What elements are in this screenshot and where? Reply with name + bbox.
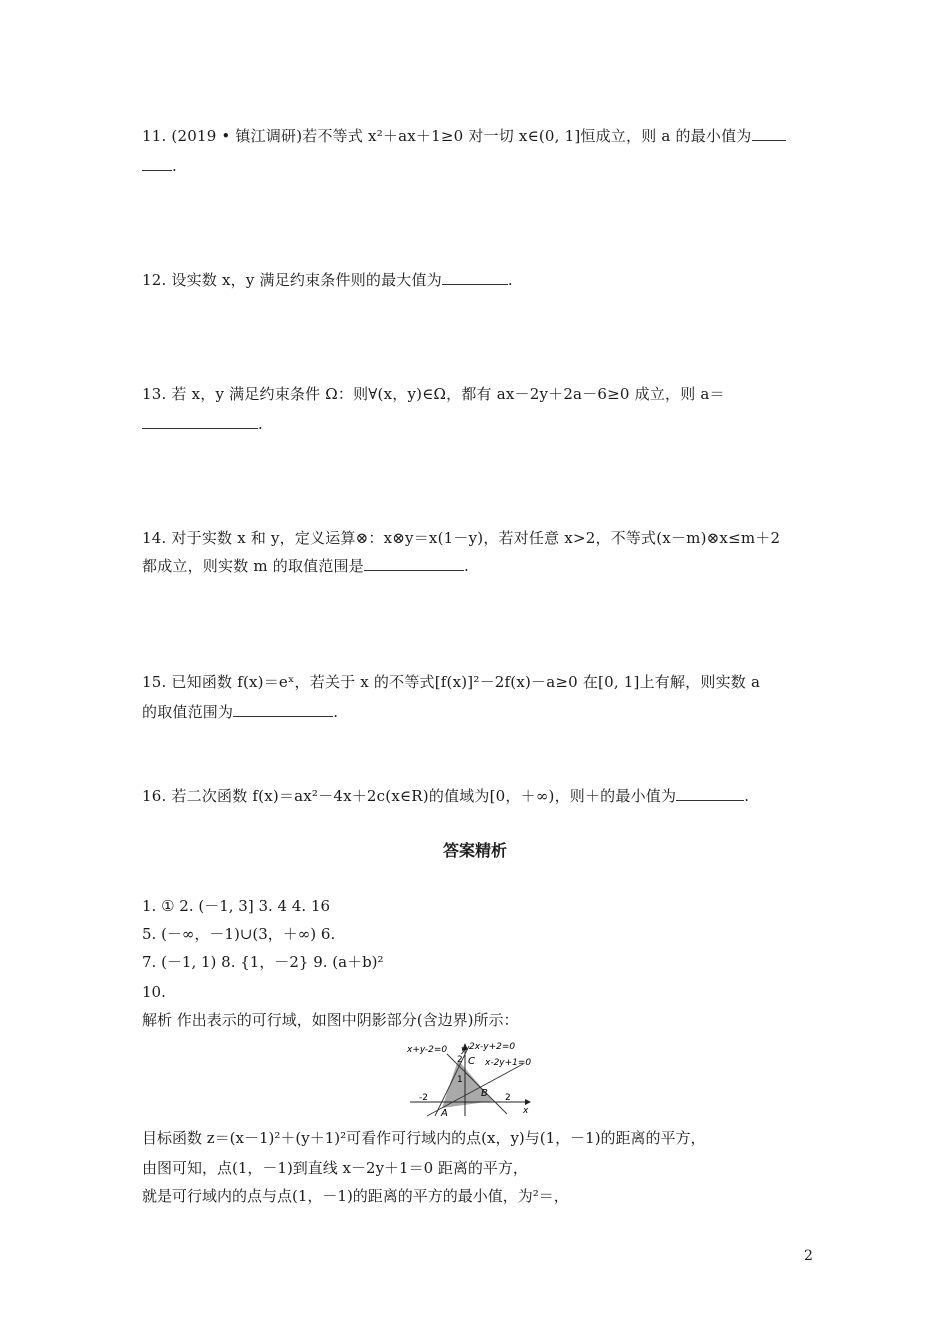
answer-analysis: 解析 作出表示的可行域，如图中阴影部分(含边界)所示： (142, 1011, 519, 1029)
label-2-y: 2 (457, 1055, 463, 1065)
question-14-line1: 14. 对于实数 x 和 y，定义运算⊗：x⊗y＝x(1－y)，若对任意 x>2，不等式(x－m)⊗x≤m＋2 (142, 529, 781, 547)
answer-blank[interactable] (142, 414, 258, 429)
label-line-2: 2x-y+2=0 (469, 1042, 516, 1052)
label-line-3: x-2y+1=0 (485, 1058, 532, 1068)
label-line-1: x+y-2=0 (407, 1045, 448, 1055)
question-13-line2: . (142, 414, 263, 434)
x-axis-arrow (525, 1099, 531, 1105)
question-13-line1: 13. 若 x，y 满足约束条件 Ω：则∀(x，y)∈Ω，都有 ax－2y＋2a－6≥0 成立，则 a＝ (142, 385, 725, 403)
label-point-a: A (441, 1108, 448, 1118)
feasible-region-figure (405, 1040, 545, 1118)
label-point-c: C (468, 1056, 475, 1067)
answer-row-1: 1. ① 2. (－1, 3] 3. 4 4. 16 (142, 897, 331, 915)
answer-blank[interactable] (752, 126, 786, 141)
label-2-x: 2 (505, 1093, 511, 1103)
label-x: x (523, 1106, 529, 1116)
answer-blank[interactable] (142, 156, 172, 171)
answer-row-6: 目标函数 z＝(x－1)²＋(y＋1)²可看作可行域内的点(x，y)与(1，－1)的距离的平方， (142, 1129, 706, 1147)
question-16: 16. 若二次函数 f(x)＝ax²－4x＋2c(x∈R)的值域为[0，＋∞)，则＋的最小值为 . (142, 787, 750, 805)
answer-row-7: 由图可知，点(1，－1)到直线 x－2y＋1＝0 距离的平方， (142, 1159, 528, 1177)
question-15-line2: 的取值范围为 . (142, 703, 339, 721)
answer-blank[interactable] (364, 556, 464, 571)
label-neg-2: -2 (419, 1093, 428, 1103)
answer-row-8: 就是可行域内的点与点(1，－1)的距离的平方的最小值，为²＝， (142, 1187, 569, 1205)
answer-row-4: 10. (142, 983, 166, 1001)
answer-blank[interactable] (442, 270, 508, 285)
question-11-line1: 11. (2019 • 镇江调研)若不等式 x²＋ax＋1≥0 对一切 x∈(0, 1]恒成立，则 a 的最小值为 (142, 126, 786, 146)
answers-title: 答案精析 (442, 841, 507, 860)
question-14-line2: 都成立，则实数 m 的取值范围是 . (142, 557, 469, 575)
label-point-b: B (481, 1088, 488, 1099)
question-12: 12. 设实数 x，y 满足约束条件则的最大值为 . (142, 271, 513, 289)
answer-row-2: 5. (－∞，－1)∪(3，＋∞) 6. (142, 925, 336, 943)
label-y: y (461, 1045, 467, 1055)
question-11-line2: . (142, 156, 177, 176)
answer-blank[interactable] (233, 702, 333, 717)
label-1: 1 (457, 1075, 463, 1085)
question-15-line1: 15. 已知函数 f(x)＝eˣ，若关于 x 的不等式[f(x)]²－2f(x)－a≥0 在[0, 1]上有解，则实数 a (142, 673, 761, 691)
page-number: 2 (804, 1248, 813, 1264)
answer-blank[interactable] (676, 786, 744, 801)
answer-row-3: 7. (－1, 1) 8. {1，－2} 9. (a＋b)² (142, 953, 384, 971)
